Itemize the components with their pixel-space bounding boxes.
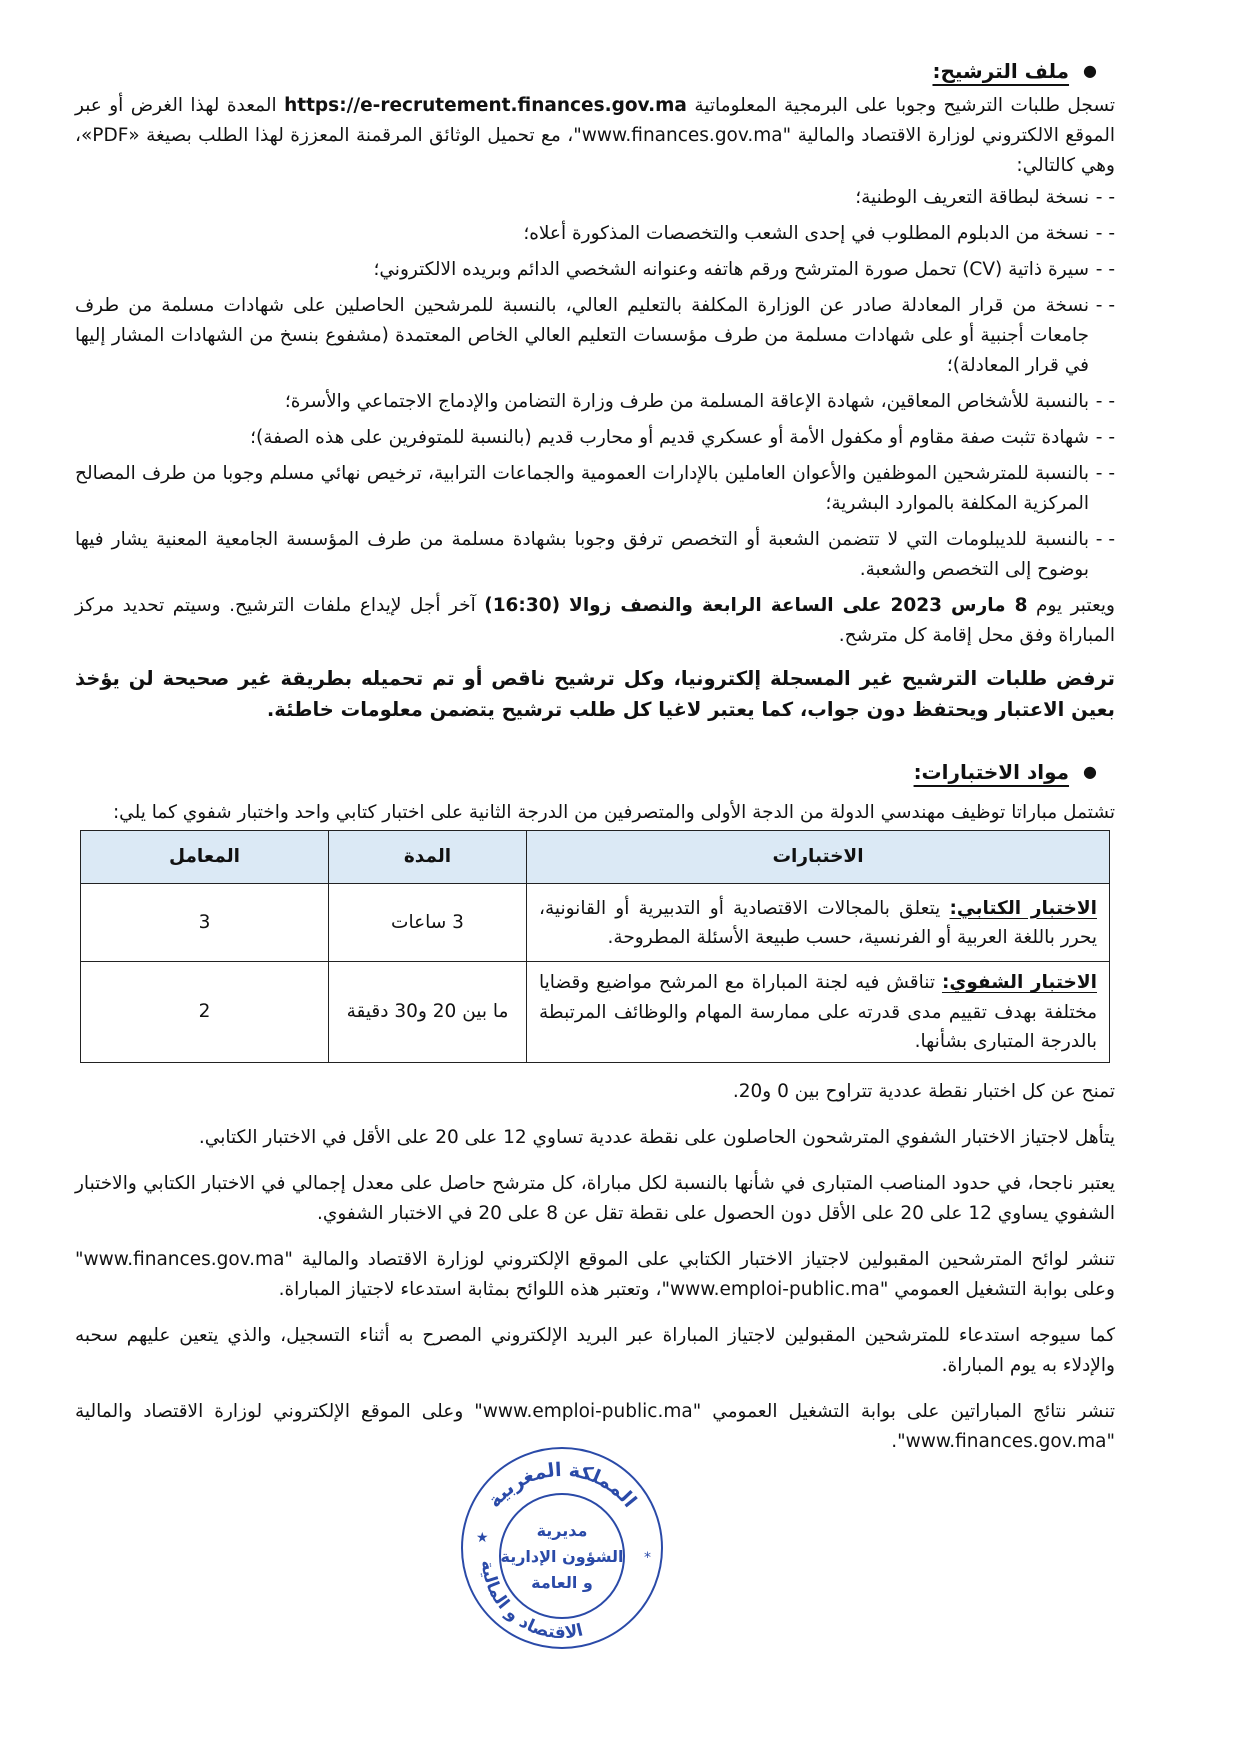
bullet-icon: ● — [1083, 762, 1097, 782]
deadline-paragraph — [75, 591, 1115, 651]
stamp-bottom-arc-text: الاقتصاد و المالية — [476, 1559, 585, 1644]
rule-paragraph: كما سيوجه استدعاء للمترشحين المقبولين لاجتياز المباراة عبر البريد الإلكتروني المصرح به أثناء التسجيل، والذي يتعين عليهم سحبه والإدلاء به يوم المباراة. — [75, 1324, 1115, 1376]
list-item — [75, 525, 1115, 585]
list-item — [75, 183, 1115, 213]
list-item — [75, 387, 1115, 417]
deadline-text-1: ويعتبر يوم — [1035, 594, 1115, 616]
list-item — [75, 219, 1115, 249]
deadline-date: 8 مارس 2023 على الساعة الرابعة والنصف زوالا (16:30) — [484, 594, 1028, 616]
star-icon: * — [644, 1550, 651, 1566]
test-coefficient: 3 — [81, 884, 329, 962]
candidacy-intro — [75, 91, 1115, 181]
stamp-inner-line-3: و العامة — [531, 1573, 593, 1592]
section-title-text: مواد الاختبارات: — [913, 760, 1070, 785]
recruitment-url-link[interactable]: https://e-recrutement.finances.gov.ma — [284, 95, 687, 117]
header-tests: الاختبارات — [527, 831, 1110, 884]
list-item — [75, 291, 1115, 381]
rules-block — [75, 1077, 1115, 1457]
table-header-row — [81, 831, 1110, 884]
section-title-tests — [75, 756, 1097, 788]
rule-paragraph: تنشر لوائح المترشحين المقبولين لاجتياز الاختبار الكتابي على الموقع الإلكتروني لوزارة الاقتصاد والمالية "www.finances.gov.ma" وعلى بوابة التشغيل العمومي "www.emploi-public.ma"، وتعتبر هذه اللوائح بمثابة استدعاء لاجتياز المباراة. — [75, 1248, 1115, 1300]
header-coefficient: المعامل — [81, 831, 329, 884]
list-item-text: نسخة لبطاقة التعريف الوطنية؛ — [855, 187, 1089, 209]
test-description-cell — [527, 962, 1110, 1063]
test-name: الاختبار الكتابي: — [949, 897, 1097, 919]
dash-marker: - - — [1095, 187, 1115, 209]
header-duration: المدة — [329, 831, 527, 884]
dash-marker: - - — [1095, 427, 1115, 449]
star-icon: ★ — [476, 1530, 489, 1546]
dash-marker: - - — [1095, 391, 1115, 413]
dash-marker: - - — [1095, 259, 1115, 281]
test-description: يتعلق بالمجالات الاقتصادية أو التدبيرية أو القانونية، يحرر باللغة العربية أو الفرنسية، حسب طبيعة الأسئلة المطروحة. — [539, 897, 1097, 948]
stamp-inner-line-2: الشؤون الإدارية — [500, 1547, 624, 1566]
intro-text-2: المعدة لهذا الغرض أو عبر الموقع الالكتروني لوزارة الاقتصاد والمالية — [75, 95, 1115, 147]
test-duration: ما بين 20 و30 دقيقة — [329, 962, 527, 1063]
tests-table — [80, 830, 1110, 1063]
tests-intro: تشتمل مباراتا توظيف مهندسي الدولة من الدجة الأولى والمتصرفين من الدرجة الثانية على اختبار كتابي واحد واختبار شفوي كما يلي: — [112, 802, 1115, 824]
list-item-text: شهادة تثبت صفة مقاوم أو مكفول الأمة أو عسكري قديم أو محارب قديم (بالنسبة للمتوفرين على هذه الصفة)؛ — [250, 427, 1089, 449]
section-title-text: ملف الترشيح: — [932, 59, 1070, 83]
dash-marker: - - — [1095, 223, 1115, 245]
test-name: الاختبار الشفوي: — [941, 972, 1097, 994]
test-duration: 3 ساعات — [329, 884, 527, 962]
list-item — [75, 423, 1115, 453]
list-item-text: بالنسبة للديبلومات التي لا تتضمن الشعبة أو التخصص ترفق وجوبا بشهادة مسلمة من طرف المؤسسة الجامعية المعنية يشار فيها بوضوح إلى التخصص والشعبة. — [75, 528, 1089, 580]
test-description: تناقش فيه لجنة المباراة مع المرشح مواضيع وقضايا مختلفة بهدف تقييم مدى قدرته على ممارسة المهام والوظائف المرتبطة بالدرجة المتبارى بشأنها. — [539, 972, 1097, 1052]
intro-text-3: ، مع تحميل الوثائق المرقمنة المعززة لهذا الطلب بصيغة «PDF»، وهي كالتالي: — [75, 125, 1115, 177]
dash-marker: - - — [1095, 295, 1115, 317]
stamp-top-arc-text: المملكة المغربية — [483, 1458, 641, 1512]
official-stamp — [452, 1438, 672, 1658]
stamp-inner-line-1: مديرية — [536, 1521, 588, 1540]
table-row — [81, 962, 1110, 1063]
list-item — [75, 255, 1115, 285]
list-item-text: بالنسبة للأشخاص المعاقين، شهادة الإعاقة المسلمة من طرف وزارة التضامن والإدماج الاجتماعي والأسرة؛ — [284, 391, 1089, 413]
rule-paragraph: تمنح عن كل اختبار نقطة عددية تتراوح بين 0 و20. — [732, 1081, 1115, 1103]
rule-paragraph: يعتبر ناجحا، في حدود المناصب المتبارى في شأنها بالنسبة لكل مباراة، كل مترشح حاصل على معدل إجمالي في الاختبار الكتابي والاختبار الشفوي يساوي 12 على 20 على الأقل دون الحصول على نقطة تقل عن 8 على 20 في الاختبار الشفوي. — [75, 1172, 1115, 1224]
test-coefficient: 2 — [81, 962, 329, 1063]
dash-marker: - - — [1095, 528, 1115, 550]
document-page — [75, 55, 1115, 1457]
list-item-text: نسخة من الدبلوم المطلوب في إحدى الشعب والتخصصات المذكورة أعلاه؛ — [523, 223, 1089, 245]
rule-paragraph: تنشر نتائج المباراتين على بوابة التشغيل العمومي "www.emploi-public.ma" وعلى الموقع الإلكتروني لوزارة الاقتصاد والمالية "www.finances.gov.ma". — [75, 1400, 1115, 1452]
rejection-warning: ترفض طلبات الترشيح غير المسجلة إلكترونيا، وكل ترشيح ناقص أو تم تحميله بطريقة غير صحيحة لن يؤخذ بعين الاعتبار ويحتفظ دون جواب، كما يعتبر لاغيا كل طلب ترشيح يتضمن معلومات خاطئة. — [75, 666, 1115, 722]
finances-url-link[interactable]: "www.finances.gov.ma" — [573, 125, 792, 147]
intro-text-1: تسجل طلبات الترشيح وجوبا على البرمجية المعلوماتية — [694, 95, 1115, 117]
test-description-cell — [527, 884, 1110, 962]
deadline-text-2: آخر أجل لإيداع ملفات الترشيح. وسيتم تحديد مركز المباراة وفق محل إقامة كل مترشح. — [75, 594, 1115, 646]
dash-marker: - - — [1095, 463, 1115, 485]
list-item-text: سيرة ذاتية (CV) تحمل صورة المترشح ورقم هاتفه وعنوانه الشخصي الدائم وبريده الالكتروني؛ — [373, 259, 1089, 281]
rule-paragraph: يتأهل لاجتياز الاختبار الشفوي المترشحون الحاصلون على نقطة عددية تساوي 12 على 20 على الأقل في الاختبار الكتابي. — [198, 1127, 1115, 1148]
list-item-text: بالنسبة للمترشحين الموظفين والأعوان العاملين بالإدارات العمومية والجماعات الترابية، ترخيص نهائي مسلم وجوبا من طرف المصالح المركزية المكلفة بالموارد البشرية؛ — [75, 463, 1089, 515]
list-item-text: نسخة من قرار المعادلة صادر عن الوزارة المكلفة بالتعليم العالي، بالنسبة للمرشحين الحاصلين على شهادات مسلمة من طرف جامعات أجنبية أو على شهادات مسلمة من طرف مؤسسات التعليم العالي الخاص المعتمدة (مشفوع بنسخ من الشهادات المشار إليها في قرار المعادلة)؛ — [75, 295, 1089, 377]
required-documents-list — [75, 183, 1115, 585]
bullet-icon: ● — [1083, 61, 1097, 81]
table-row — [81, 884, 1110, 962]
list-item — [75, 459, 1115, 519]
section-title-candidacy — [75, 55, 1097, 87]
